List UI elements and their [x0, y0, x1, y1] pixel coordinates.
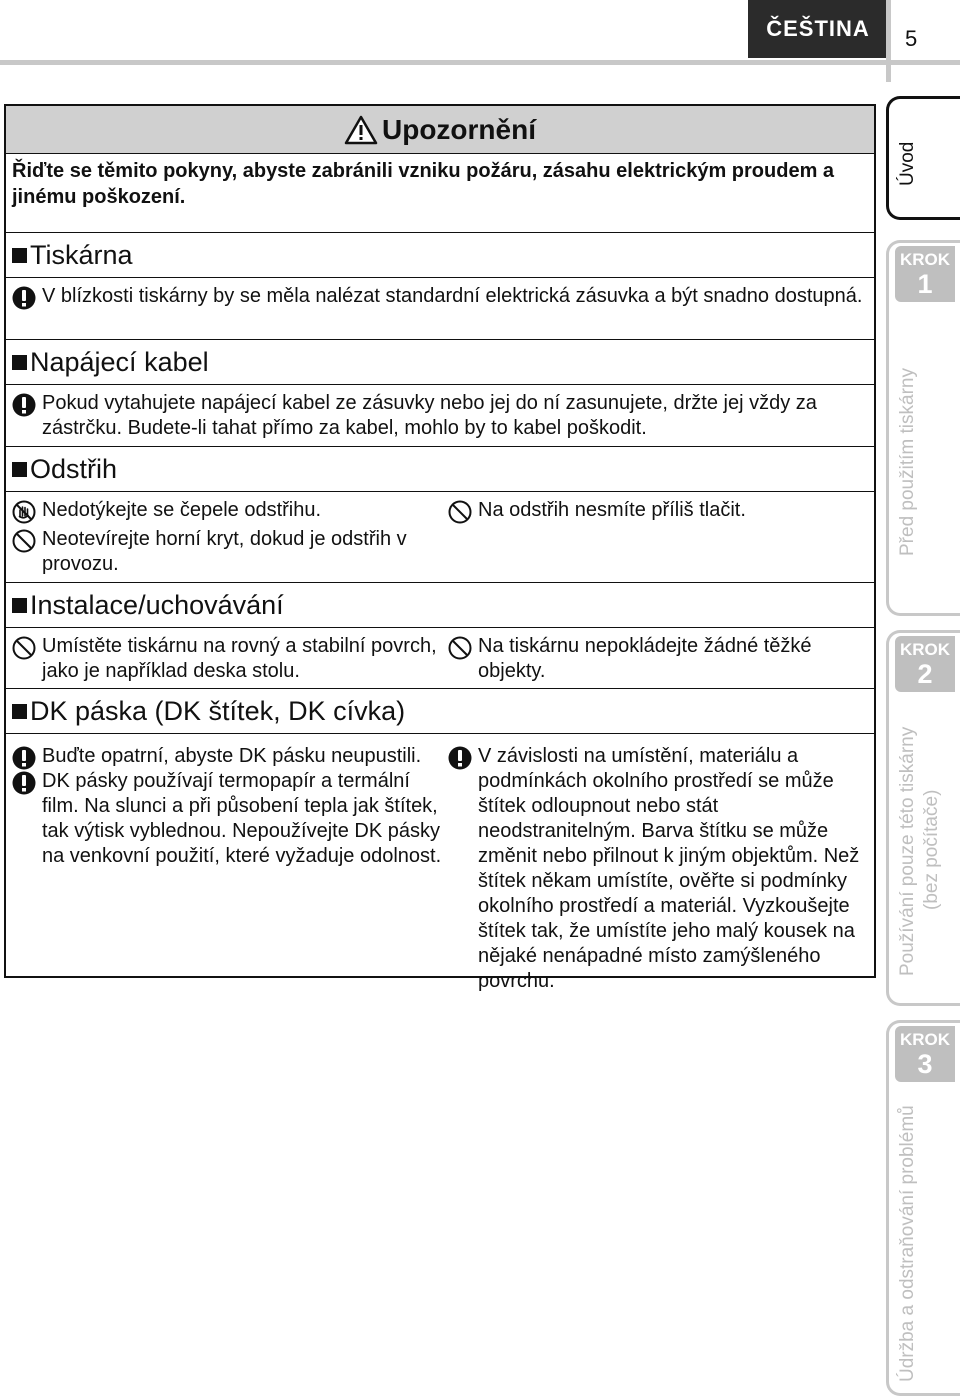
side-tab-step2-sublabel: (bez počítače) — [921, 789, 942, 910]
no-touch-icon — [12, 500, 36, 524]
list-item — [442, 744, 872, 994]
krok-number: 2 — [917, 659, 933, 689]
section-heading-text: Napájecí kabel — [30, 346, 209, 377]
list-item — [442, 634, 872, 684]
exclamation-icon — [12, 746, 36, 770]
krok-label: KROK — [899, 250, 951, 269]
krok-badge-2 — [895, 636, 955, 692]
side-tab-step3-label: Údržba a odstraňování problémů — [897, 1105, 918, 1382]
side-tab-intro-label: Úvod — [897, 141, 918, 186]
list-item — [6, 498, 442, 523]
bullet-square-icon — [12, 704, 27, 719]
bullet-square-icon — [12, 462, 27, 477]
list-item — [6, 391, 874, 441]
bullet-square-icon — [12, 355, 27, 370]
item-text: V závislosti na umístění, materiálu a podmínkách okolního prostředí se může štítek odloupnout nebo stát neodstranitelným. Barva štítku se může změnit nebo přilnout k jiným objektům. Než štítek někam umístíte, ověřte si podmínky okolního prostředí a materiál. Vyzkoušejte štítek tak, že umístíte jeho malý kousek na nějaké nenápadné místo zamýšleného povrchu. — [478, 745, 860, 992]
item-text: DK pásky používají termopapír a termální film. Na slunci a při působení tepla jak štítek, tak výtisk vyblednou. Nepoužívejte DK pásky na venkovní použití, které vyžaduje odolnost. — [42, 770, 442, 867]
prohibition-icon — [448, 636, 472, 660]
exclamation-icon — [12, 771, 36, 795]
caution-intro: Řiďte se těmito pokyny, abyste zabránili vzniku požáru, zásahu elektrickým proudem a jinému poškození. — [12, 160, 835, 208]
side-tab-step1-label: Před použitím tiskárny — [897, 368, 918, 556]
list-item — [442, 498, 872, 523]
section-heading-text: DK páska (DK štítek, DK cívka) — [30, 695, 406, 726]
section-install — [6, 582, 874, 688]
section-dk-tape — [6, 688, 874, 1000]
exclamation-icon — [12, 286, 36, 310]
section-heading — [6, 688, 874, 734]
section-heading-text: Odstřih — [30, 453, 118, 484]
list-item — [6, 634, 442, 684]
item-text: V blízkosti tiskárny by se měla nalézat standardní elektrická zásuvka a být snadno dostupná. — [42, 285, 863, 307]
item-text: Nedotýkejte se čepele odstřihu. — [42, 499, 322, 521]
section-heading-text: Instalace/uchovávání — [30, 589, 284, 620]
section-heading-text: Tiskárna — [30, 239, 133, 270]
section-cable — [6, 339, 874, 446]
list-item — [6, 284, 874, 309]
list-item — [6, 744, 442, 769]
header-rule — [0, 60, 960, 65]
list-item — [6, 527, 442, 577]
section-heading — [6, 232, 874, 278]
krok-label: KROK — [899, 1030, 951, 1049]
krok-label: KROK — [899, 640, 951, 659]
item-text: Buďte opatrní, abyste DK pásku neupustili. — [42, 745, 422, 767]
section-heading — [6, 582, 874, 628]
krok-number: 3 — [917, 1049, 933, 1079]
language-label: ČEŠTINA — [766, 16, 870, 41]
exclamation-icon — [12, 393, 36, 417]
item-text: Neotevírejte horní kryt, dokud je odstřih v provozu. — [42, 528, 407, 575]
item-text: Na odstřih nesmíte příliš tlačit. — [478, 499, 746, 521]
section-printer — [6, 232, 874, 339]
prohibition-icon — [448, 500, 472, 524]
krok-number: 1 — [917, 269, 933, 299]
bullet-square-icon — [12, 248, 27, 263]
bullet-square-icon — [12, 598, 27, 613]
header-rule-vertical — [886, 0, 891, 82]
caution-box — [4, 104, 876, 992]
warning-triangle-icon — [344, 115, 378, 145]
krok-badge-3 — [895, 1026, 955, 1082]
prohibition-icon — [12, 529, 36, 553]
section-heading — [6, 446, 874, 492]
item-text: Pokud vytahujete napájecí kabel ze zásuvky nebo jej do ní zasunujete, držte jej vždy za zástrčku. Budete-li tahat přímo za kabel, mohlo by to kabel poškodit. — [42, 392, 817, 439]
list-item — [6, 769, 442, 869]
krok-badge-1 — [895, 246, 955, 302]
caution-title-bar — [6, 106, 874, 154]
caution-title: Upozornění — [382, 113, 536, 145]
side-tab-step2-label: Používání pouze této tiskárny — [897, 726, 918, 976]
prohibition-icon — [12, 636, 36, 660]
page-number: 5 — [905, 26, 918, 51]
section-cutter — [6, 446, 874, 582]
section-heading — [6, 339, 874, 385]
language-tab — [748, 0, 888, 58]
item-text: Na tiskárnu nepokládejte žádné těžké objekty. — [478, 635, 812, 682]
item-text: Umístěte tiskárnu na rovný a stabilní povrch, jako je například deska stolu. — [42, 635, 437, 682]
exclamation-icon — [448, 746, 472, 770]
